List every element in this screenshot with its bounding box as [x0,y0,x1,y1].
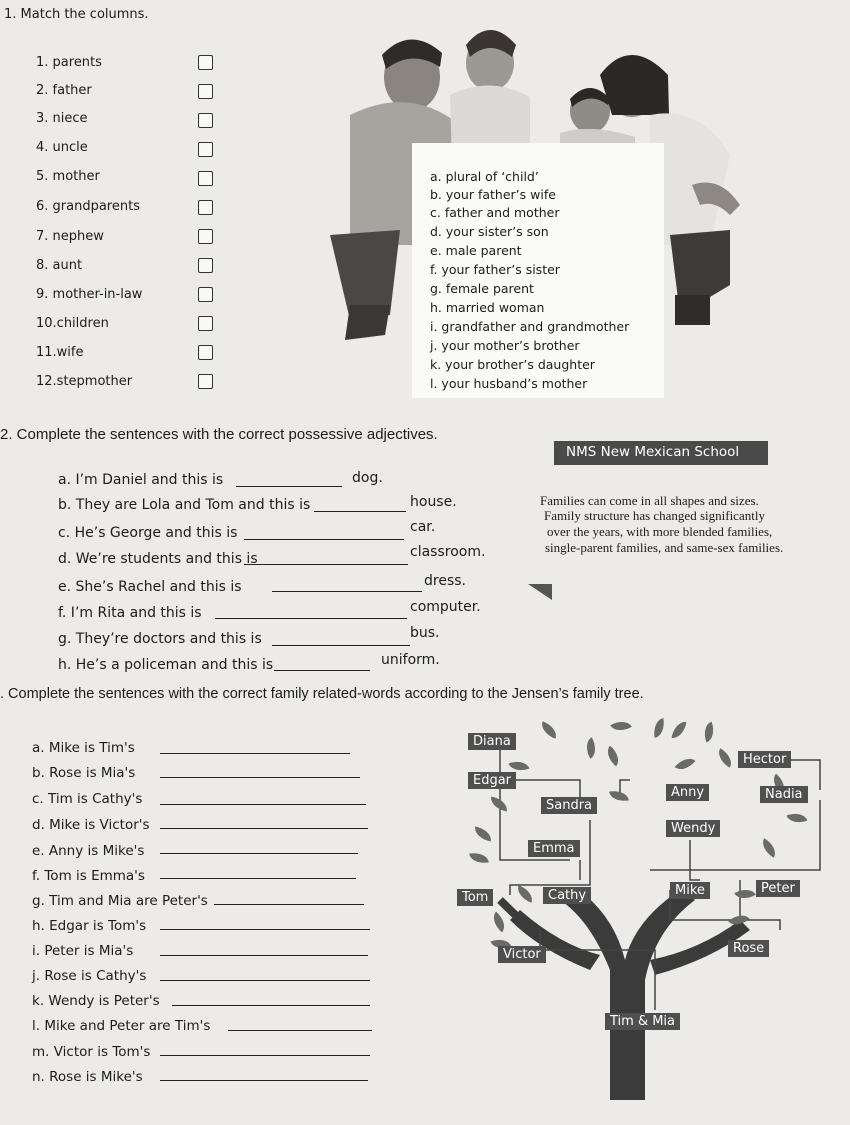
sentence: j. Rose is Cathy's [32,968,147,984]
sentence: b. Rose is Mia's [32,765,136,781]
blank-line[interactable] [160,929,370,930]
answer-box[interactable] [198,316,213,331]
list-item: 11.wife [36,345,84,360]
sentence: g. Tim and Mia are Peter's [32,893,208,909]
definition-item: d. your sister’s son [430,224,549,239]
sentence: g. They’re doctors and this is [58,631,262,647]
nms-banner [554,441,768,465]
blank-line[interactable] [160,753,350,754]
sentence: d. We’re students and this is [58,551,258,567]
answer-box[interactable] [198,374,213,389]
tree-name-label: Sandra [541,797,597,814]
tree-name-label: Emma [528,840,580,857]
ex1-title: 1. Match the columns. [4,7,149,22]
list-item: 5. mother [36,169,100,184]
answer-box[interactable] [198,229,213,244]
sentence-end: uniform. [381,652,440,668]
answer-box[interactable] [198,287,213,302]
list-item: 8. aunt [36,258,83,273]
tree-name-label: Cathy [543,887,591,904]
sentence: e. Anny is Mike's [32,843,145,859]
sentence: h. He’s a policeman and this is [58,657,274,673]
tree-name-label: Tim & Mia [605,1013,680,1030]
sentence-end: car. [410,519,436,535]
blank-line[interactable] [160,1055,370,1056]
sentence-end: dog. [352,470,383,486]
list-item: 4. uncle [36,140,88,155]
definition-item: c. father and mother [430,205,560,220]
sentence: c. He’s George and this is [58,525,238,541]
tree-name-label: Tom [457,889,493,906]
answer-box[interactable] [198,84,213,99]
sentence: c. Tim is Cathy's [32,791,143,807]
sentence-end: dress. [424,573,466,589]
sentence-end: classroom. [410,544,486,560]
blank-line[interactable] [160,955,368,956]
blank-line[interactable] [215,618,407,619]
tree-name-label: Mike [670,882,710,899]
blank-line[interactable] [160,804,366,805]
tree-name-label: Rose [728,940,769,957]
blank-line[interactable] [160,853,358,854]
blank-line[interactable] [244,539,404,540]
list-item: 2. father [36,83,92,98]
blank-line[interactable] [272,591,422,592]
list-item: 9. mother-in-law [36,287,143,302]
blank-line[interactable] [274,670,370,671]
note-line: over the years, with more blended families, [547,524,773,539]
blank-line[interactable] [160,980,370,981]
triangle-marker [528,584,554,602]
tree-name-label: Nadia [760,786,808,803]
definition-item: f. your father’s sister [430,262,560,277]
definition-item: l. your husband’s mother [430,376,588,391]
list-item: 1. parents [36,55,102,70]
sentence: d. Mike is Victor's [32,817,150,833]
definition-item: g. female parent [430,281,534,296]
blank-line[interactable] [172,1005,370,1006]
note-line: Families can come in all shapes and sizes. [540,493,759,508]
definition-item: e. male parent [430,243,522,258]
list-item: 6. grandparents [36,199,140,214]
sentence: a. I’m Daniel and this is [58,472,224,488]
blank-line[interactable] [160,1080,368,1081]
definition-item: j. your mother’s brother [430,338,580,353]
tree-name-label: Anny [666,784,709,801]
blank-line[interactable] [314,511,406,512]
definition-item: h. married woman [430,300,545,315]
definition-item: k. your brother’s daughter [430,357,595,372]
banner-text: NMS New Mexican School [566,444,740,460]
list-item: 10.children [36,316,109,331]
list-item: 3. niece [36,111,88,126]
tree-name-label: Edgar [468,772,516,789]
blank-line[interactable] [244,564,408,565]
definition-item: b. your father’s wife [430,187,556,202]
sentence: m. Victor is Tom's [32,1044,151,1060]
blank-line[interactable] [160,878,356,879]
ex3-title: . Complete the sentences with the correct family related-words according to the Jensen’s family tree. [0,686,644,702]
blank-line[interactable] [160,828,368,829]
sentence: l. Mike and Peter are Tim's [32,1018,211,1034]
sentence: h. Edgar is Tom's [32,918,147,934]
tree-name-label: Victor [498,946,546,963]
answer-box[interactable] [198,258,213,273]
list-item: 12.stepmother [36,374,133,389]
answer-box[interactable] [198,171,213,186]
tree-name-label: Peter [756,880,800,897]
tree-name-label: Diana [468,733,516,750]
answer-box[interactable] [198,200,213,215]
sentence: b. They are Lola and Tom and this is [58,497,311,513]
ex2-title: 2. Complete the sentences with the correct possessive adjectives. [0,426,438,443]
sentence: e. She’s Rachel and this is [58,579,242,595]
blank-line[interactable] [272,645,410,646]
tree-name-label: Wendy [666,820,720,837]
list-item: 7. nephew [36,229,104,244]
blank-line[interactable] [214,904,364,905]
sentence-end: bus. [410,625,440,641]
blank-line[interactable] [228,1030,372,1031]
sentence: k. Wendy is Peter's [32,993,160,1009]
answer-box[interactable] [198,113,213,128]
sentence-end: computer. [410,599,481,615]
note-line: single-parent families, and same-sex families. [545,540,784,555]
sentence: f. Tom is Emma's [32,868,145,884]
answer-box[interactable] [198,345,213,360]
sentence: i. Peter is Mia's [32,943,134,959]
sentence: a. Mike is Tim's [32,740,135,756]
sentence: n. Rose is Mike's [32,1069,143,1085]
note-line: Family structure has changed significantly [544,508,765,523]
definition-item: i. grandfather and grandmother [430,319,630,334]
blank-line[interactable] [160,777,360,778]
answer-box[interactable] [198,55,213,70]
sentence-end: house. [410,494,457,510]
blank-line[interactable] [236,486,342,487]
answer-box[interactable] [198,142,213,157]
sentence: f. I’m Rita and this is [58,605,202,621]
definition-item: a. plural of ‘child’ [430,169,539,184]
tree-name-label: Hector [738,751,791,768]
